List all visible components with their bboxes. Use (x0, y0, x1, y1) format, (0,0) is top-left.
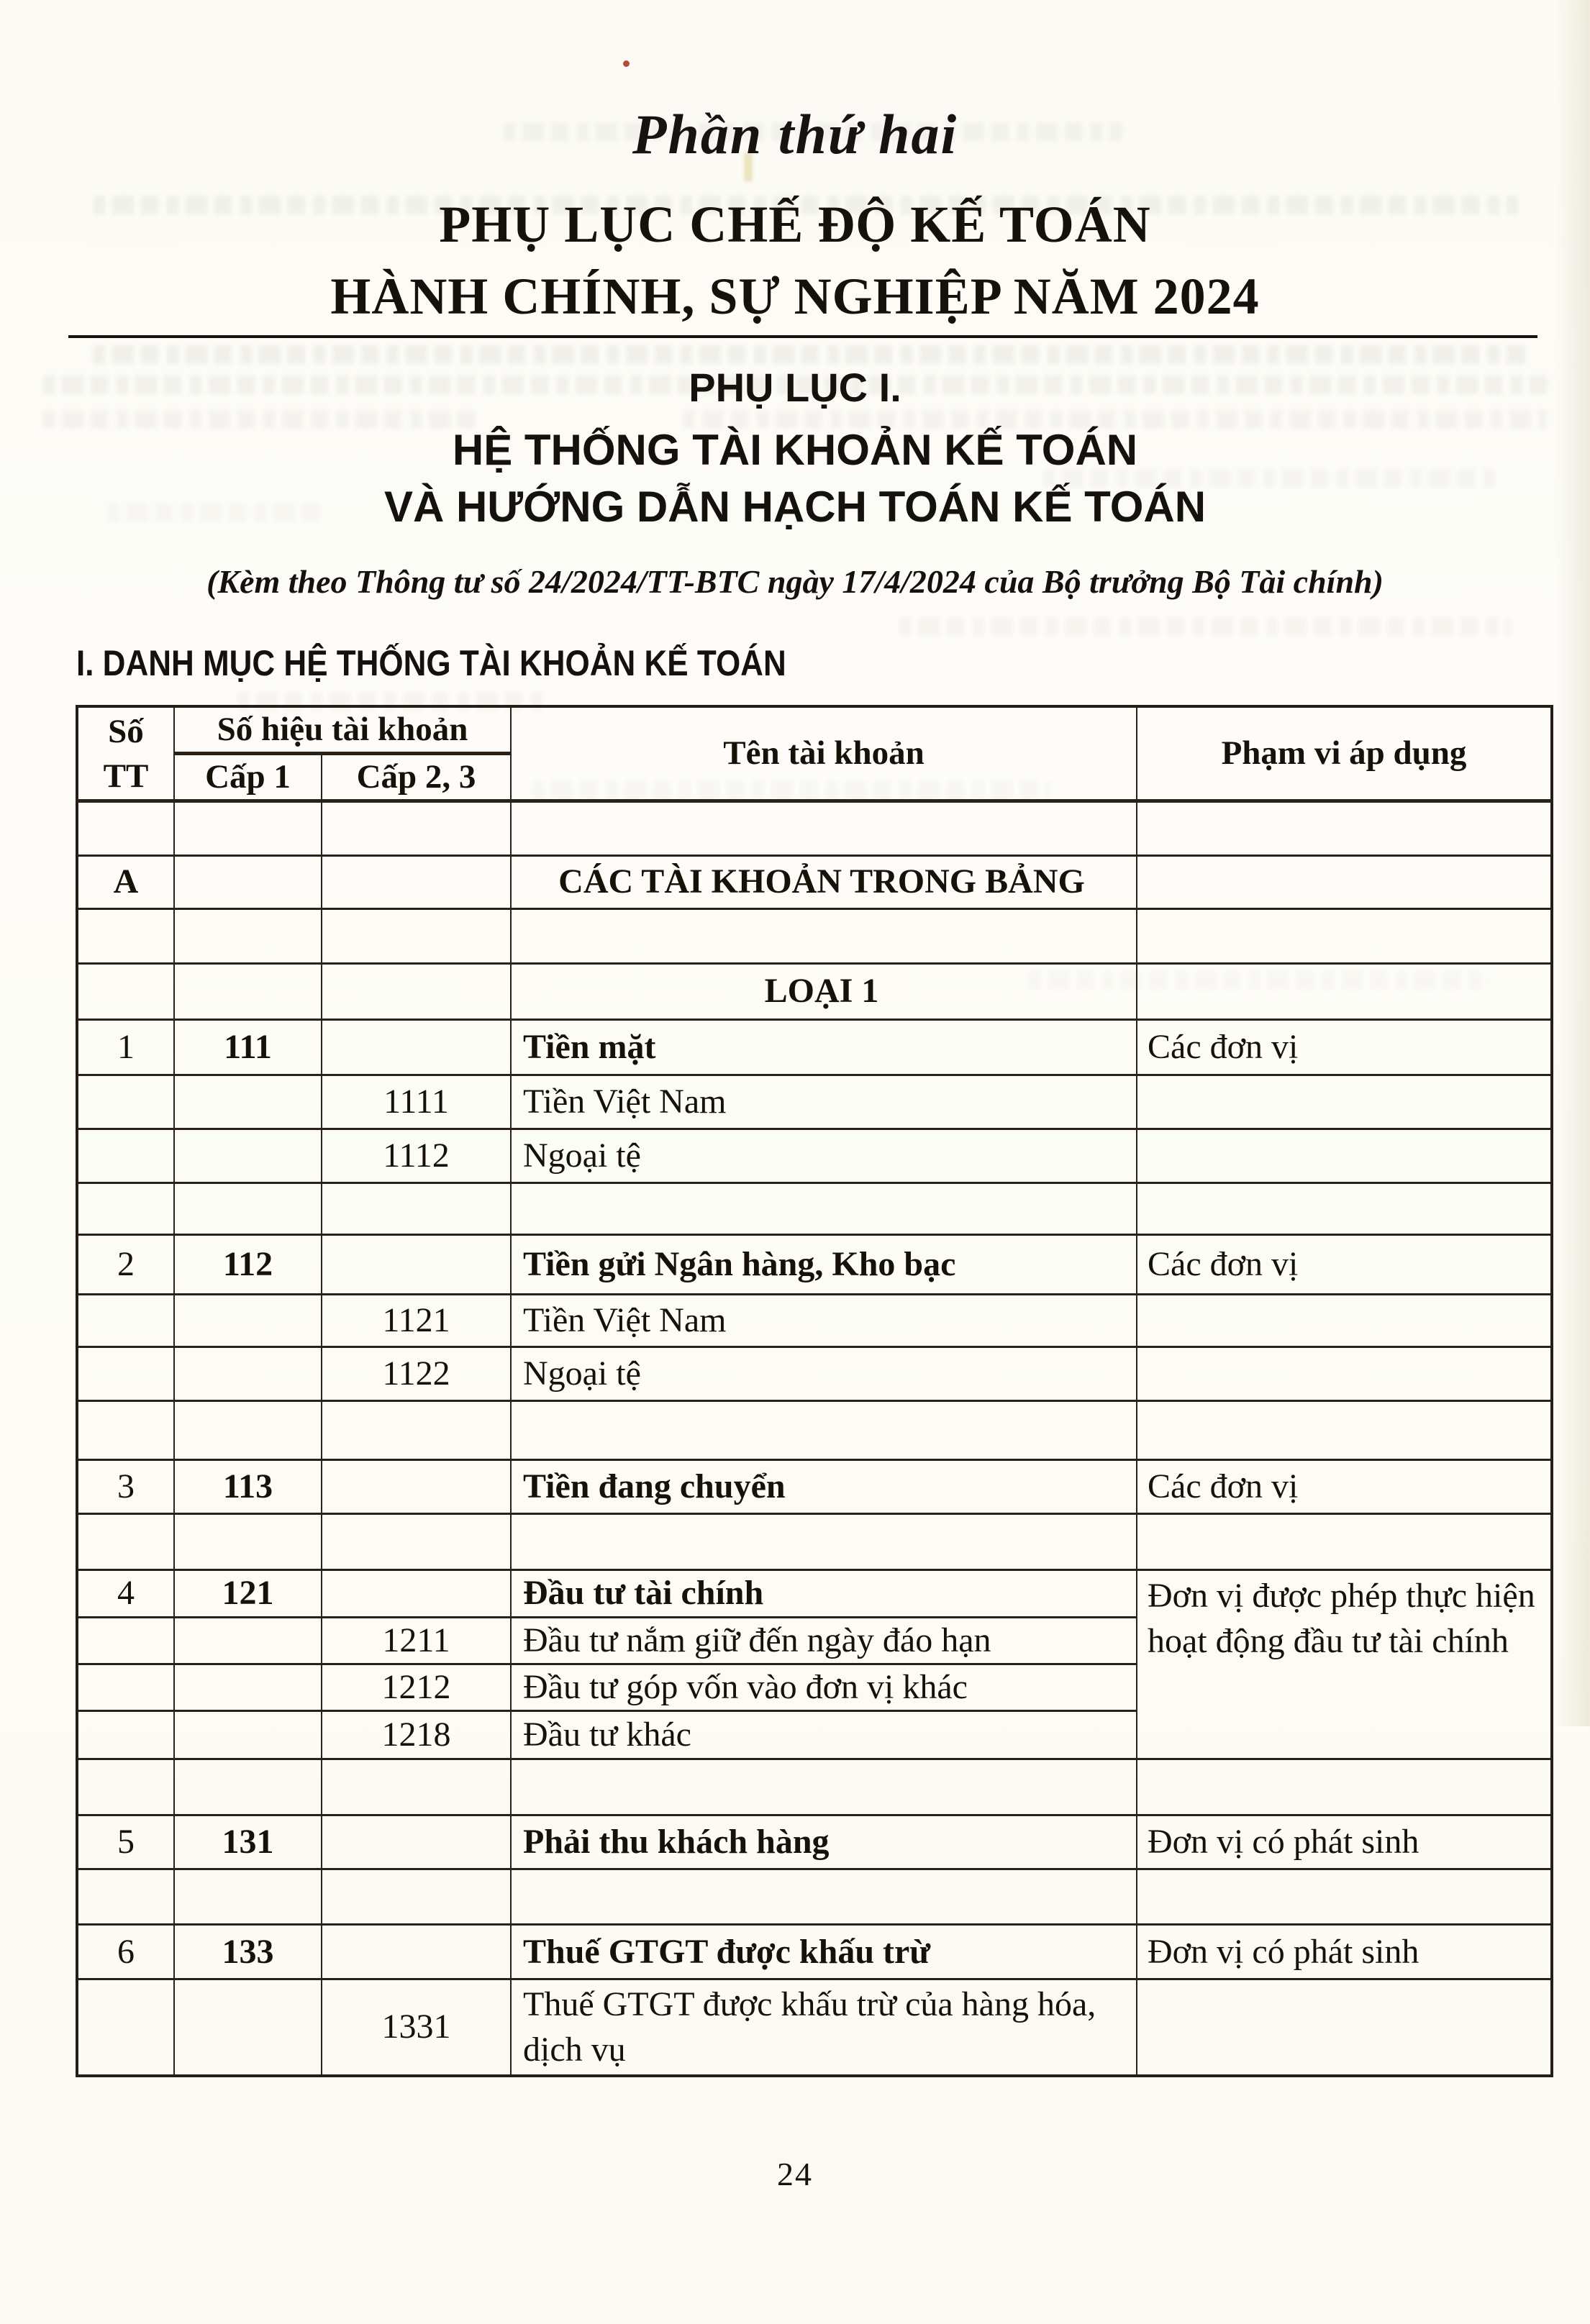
scope-cell (1137, 1759, 1552, 1815)
stt-cell (77, 1617, 174, 1664)
level23-cell: 1122 (322, 1347, 511, 1401)
level1-cell (174, 1711, 322, 1759)
level23-cell (322, 1183, 511, 1235)
stt-cell (77, 1347, 174, 1401)
level1-cell: 111 (174, 1020, 322, 1075)
scope-cell: Đơn vị được phép thực hiện hoạt động đầu tư tài chính (1137, 1570, 1552, 1759)
spacer-row (77, 1869, 1552, 1925)
scope-cell (1137, 1869, 1552, 1925)
level23-cell (322, 1020, 511, 1075)
header-level23: Cấp 2, 3 (322, 754, 511, 801)
level1-cell: 113 (174, 1460, 322, 1514)
scope-cell: Đơn vị có phát sinh (1137, 1815, 1552, 1869)
scope-cell (1137, 909, 1552, 964)
level23-cell: 1218 (322, 1711, 511, 1759)
stt-cell (77, 1129, 174, 1183)
account-name-cell: LOẠI 1 (511, 964, 1137, 1020)
table-row (77, 1570, 1552, 1617)
appendix-subtitle (0, 421, 1590, 535)
stt-cell (77, 1711, 174, 1759)
account-name-cell: Ngoại tệ (511, 1347, 1137, 1401)
section-heading: I. DANH MỤC HỆ THỐNG TÀI KHOẢN KẾ TOÁN (76, 643, 786, 683)
table-row (77, 1925, 1552, 1979)
table-row (77, 1020, 1552, 1075)
main-title (0, 188, 1590, 332)
spacer-row (77, 909, 1552, 964)
horizontal-rule (68, 335, 1537, 338)
spacer-row (77, 1183, 1552, 1235)
stt-cell: 1 (77, 1020, 174, 1075)
account-name-cell (511, 1401, 1137, 1460)
account-name-cell: Đầu tư khác (511, 1711, 1137, 1759)
account-name-cell (511, 1183, 1137, 1235)
level1-cell (174, 1869, 322, 1925)
level23-cell (322, 1815, 511, 1869)
level1-cell: 133 (174, 1925, 322, 1979)
header-scope: Phạm vi áp dụng (1137, 706, 1552, 801)
scope-cell: Các đơn vị (1137, 1020, 1552, 1075)
spacer-row (77, 1514, 1552, 1570)
spacer-row (77, 1759, 1552, 1815)
stt-cell (77, 1664, 174, 1710)
account-name-cell (511, 1869, 1137, 1925)
stt-cell: 3 (77, 1460, 174, 1514)
level23-cell (322, 1759, 511, 1815)
level23-cell: 1111 (322, 1075, 511, 1129)
stt-cell (77, 1514, 174, 1570)
level23-cell (322, 1401, 511, 1460)
account-name-cell: Đầu tư tài chính (511, 1570, 1137, 1617)
level1-cell (174, 1295, 322, 1347)
main-title-line1: PHỤ LỤC CHẾ ĐỘ KẾ TOÁN (439, 196, 1151, 253)
level23-cell (322, 1514, 511, 1570)
attachment-note: (Kèm theo Thông tư số 24/2024/TT-BTC ngày 17/4/2024 của Bộ trưởng Bộ Tài chính) (206, 563, 1384, 600)
level23-cell (322, 909, 511, 964)
table-header (77, 706, 1552, 801)
header-level1: Cấp 1 (174, 754, 322, 801)
table-row (77, 1815, 1552, 1869)
stt-cell (77, 1075, 174, 1129)
scope-cell: Các đơn vị (1137, 1460, 1552, 1514)
stt-cell (77, 1295, 174, 1347)
level23-cell: 1211 (322, 1617, 511, 1664)
scope-cell: Đơn vị có phát sinh (1137, 1925, 1552, 1979)
scope-cell (1137, 1183, 1552, 1235)
level1-cell: 112 (174, 1235, 322, 1295)
header-stt-line1: Số (108, 712, 144, 750)
level1-cell (174, 1664, 322, 1710)
table-row (77, 964, 1552, 1020)
table-row (77, 1075, 1552, 1129)
account-name-cell: Thuế GTGT được khấu trừ (511, 1925, 1137, 1979)
account-name-cell: Tiền Việt Nam (511, 1075, 1137, 1129)
table-row (77, 1235, 1552, 1295)
account-name-cell (511, 1759, 1137, 1815)
table-row (77, 856, 1552, 909)
header-stt-line2: TT (103, 757, 149, 795)
level1-cell (174, 1617, 322, 1664)
table-row (77, 1295, 1552, 1347)
account-name-cell (511, 1514, 1137, 1570)
part-title: Phần thứ hai (632, 103, 958, 165)
stt-cell (77, 1869, 174, 1925)
level23-cell: 1112 (322, 1129, 511, 1183)
stt-cell (77, 1183, 174, 1235)
stt-cell (77, 964, 174, 1020)
level23-cell (322, 801, 511, 856)
level23-cell: 1212 (322, 1664, 511, 1710)
level23-cell: 1331 (322, 1979, 511, 2076)
header-stt (77, 706, 174, 801)
scope-cell (1137, 1075, 1552, 1129)
table-body (77, 801, 1552, 2076)
stt-cell (77, 909, 174, 964)
stt-cell: 5 (77, 1815, 174, 1869)
stt-cell (77, 1401, 174, 1460)
level1-cell (174, 1979, 322, 2076)
stt-cell: A (77, 856, 174, 909)
level23-cell (322, 1460, 511, 1514)
level23-cell (322, 1925, 511, 1979)
account-name-cell: Thuế GTGT được khấu trừ của hàng hóa, dịch vụ (511, 1979, 1137, 2076)
main-title-line2: HÀNH CHÍNH, SỰ NGHIỆP NĂM 2024 (330, 268, 1260, 325)
stt-cell (77, 1979, 174, 2076)
scope-cell (1137, 1401, 1552, 1460)
scope-cell (1137, 964, 1552, 1020)
page-number: 24 (777, 2156, 813, 2192)
level1-cell: 121 (174, 1570, 322, 1617)
scope-cell (1137, 801, 1552, 856)
level1-cell (174, 1759, 322, 1815)
scope-cell (1137, 1347, 1552, 1401)
scope-cell (1137, 1514, 1552, 1570)
table-row (77, 1129, 1552, 1183)
level1-cell (174, 1401, 322, 1460)
level23-cell (322, 1570, 511, 1617)
bleed-through-artifact (94, 345, 1525, 364)
level1-cell (174, 801, 322, 856)
account-name-cell (511, 909, 1137, 964)
account-name-cell: Phải thu khách hàng (511, 1815, 1137, 1869)
account-name-cell (511, 801, 1137, 856)
level23-cell (322, 856, 511, 909)
table-row (77, 1347, 1552, 1401)
spacer-row (77, 801, 1552, 856)
table-row (77, 1460, 1552, 1514)
account-name-cell: Tiền đang chuyển (511, 1460, 1137, 1514)
appendix-subtitle-line2: VÀ HƯỚNG DẪN HẠCH TOÁN KẾ TOÁN (383, 483, 1207, 531)
scope-cell (1137, 856, 1552, 909)
table-row (77, 1979, 1552, 2076)
spacer-row (77, 1401, 1552, 1460)
header-account-number: Số hiệu tài khoản (174, 706, 511, 754)
level1-cell: 131 (174, 1815, 322, 1869)
level23-cell (322, 1235, 511, 1295)
account-name-cell: Tiền Việt Nam (511, 1295, 1137, 1347)
level1-cell (174, 1129, 322, 1183)
appendix-subtitle-line1: HỆ THỐNG TÀI KHOẢN KẾ TOÁN (452, 426, 1138, 474)
stt-cell: 4 (77, 1570, 174, 1617)
account-system-table (76, 705, 1553, 2077)
scope-cell (1137, 1295, 1552, 1347)
account-name-cell: Ngoại tệ (511, 1129, 1137, 1183)
stt-cell (77, 1759, 174, 1815)
account-name-cell: Đầu tư nắm giữ đến ngày đáo hạn (511, 1617, 1137, 1664)
stt-cell: 2 (77, 1235, 174, 1295)
account-name-cell: Tiền gửi Ngân hàng, Kho bạc (511, 1235, 1137, 1295)
level1-cell (174, 1347, 322, 1401)
account-name-cell: Đầu tư góp vốn vào đơn vị khác (511, 1664, 1137, 1710)
level23-cell (322, 1869, 511, 1925)
appendix-title: PHỤ LỤC I. (689, 365, 901, 410)
level1-cell (174, 1514, 322, 1570)
header-account-name: Tên tài khoản (511, 706, 1137, 801)
stt-cell (77, 801, 174, 856)
level23-cell: 1121 (322, 1295, 511, 1347)
account-name-cell: Tiền mặt (511, 1020, 1137, 1075)
level23-cell (322, 964, 511, 1020)
scope-cell (1137, 1979, 1552, 2076)
account-name-cell: CÁC TÀI KHOẢN TRONG BẢNG (511, 856, 1137, 909)
level1-cell (174, 909, 322, 964)
bleed-through-artifact (899, 617, 1511, 636)
scope-cell (1137, 1129, 1552, 1183)
stt-cell: 6 (77, 1925, 174, 1979)
scope-cell: Các đơn vị (1137, 1235, 1552, 1295)
level1-cell (174, 1183, 322, 1235)
scan-speck (623, 60, 630, 67)
level1-cell (174, 964, 322, 1020)
level1-cell (174, 856, 322, 909)
level1-cell (174, 1075, 322, 1129)
